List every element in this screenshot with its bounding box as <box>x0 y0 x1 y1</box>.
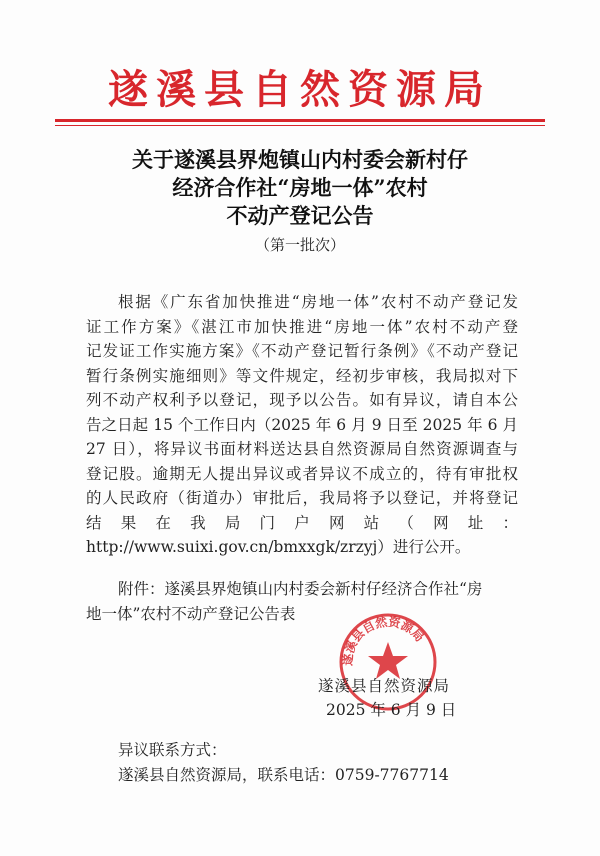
signature-org: 遂溪县自然资源局 <box>318 677 451 695</box>
title-line-2: 经济合作社“房地一体”农村 <box>172 175 428 200</box>
title-line-1: 关于遂溪县界炮镇山内村委会新村仔 <box>132 147 468 172</box>
body-line: 记发证工作实施方案》《不动产登记暂行条例》《不动产登记 <box>86 342 518 360</box>
header-rule-thin <box>55 125 545 126</box>
seal-text: 遂溪县自然资源局 <box>340 614 427 667</box>
batch-label: （第一批次） <box>254 236 345 254</box>
body-line: 27 日），将异议书面材料送达县自然资源局自然资源调查与 <box>86 440 518 458</box>
contact-label: 异议联系方式： <box>118 741 227 759</box>
body-line: 列不动产权利予以登记，现予以公告。如有异议，请自本公 <box>86 391 518 409</box>
attachment-line-2: 地一体”农村不动产登记公告表 <box>86 605 296 623</box>
attachment-line-1: 附件：遂溪县界炮镇山内村委会新村仔经济合作社“房 <box>118 580 483 598</box>
title-line-3: 不动产登记公告 <box>226 203 374 228</box>
signature-date: 2025 年 6 月 9 日 <box>326 701 457 719</box>
contact-line: 遂溪县自然资源局，联系电话：0759-7767714 <box>118 766 449 784</box>
body-line-url[interactable]: http://www.suixi.gov.cn/bmxxgk/zrzyj）进行公开。 <box>86 538 471 556</box>
official-seal <box>338 612 438 712</box>
body-line: 暂行条例实施细则》等文件规定，经初步审核，我局拟对下 <box>86 367 518 385</box>
body-line: 的人民政府（街道办）审批后，我局将予以登记，并将登记 <box>86 489 518 507</box>
agency-header: 遂溪县自然资源局 <box>108 66 492 113</box>
header-rule-thick <box>55 119 545 122</box>
body-line: 根据《广东省加快推进“房地一体”农村不动产登记发 <box>118 293 518 311</box>
body-line: 登记股。逾期无人提出异议或者异议不成立的，待有审批权 <box>86 465 518 483</box>
body-line: 告之日起 15 个工作日内（2025 年 6 月 9 日至 2025 年 6 月 <box>86 416 518 434</box>
body-line: 证工作方案》《湛江市加快推进“房地一体”农村不动产登 <box>86 318 518 336</box>
body-line: 结 果 在 我 局 门 户 网 站 （ 网 址 ： <box>86 514 518 532</box>
